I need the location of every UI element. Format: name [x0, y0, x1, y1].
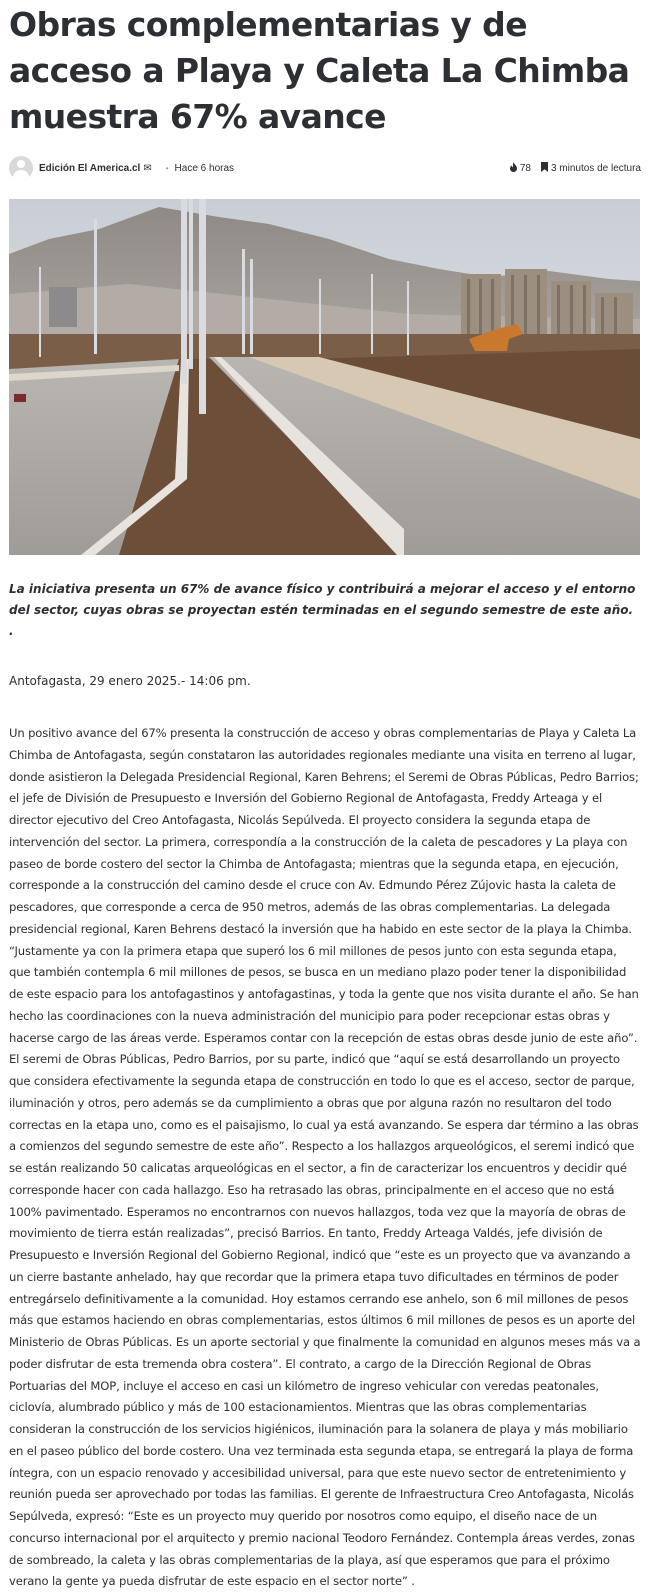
envelope-icon[interactable]: ✉	[143, 162, 152, 174]
fire-icon	[509, 162, 518, 175]
author-avatar[interactable]	[9, 156, 33, 180]
article-meta	[9, 154, 641, 182]
post-time: Hace 6 horas	[174, 162, 235, 174]
hero-trash	[14, 394, 26, 402]
avatar-head	[17, 160, 25, 168]
article-dateline: Antofagasta, 29 enero 2025.- 14:06 pm.	[9, 674, 251, 688]
avatar-body	[13, 170, 29, 180]
view-count: 78	[519, 162, 531, 174]
article-lead: La iniciativa presenta un 67% de avance físico y contribuirá a mejorar el acceso y el entorno del sector, cuyas obras se proyectan estén terminadas en el segundo semestre de este año. .	[9, 582, 636, 638]
article-body: Un positivo avance del 67% presenta la construcción de acceso y obras complementarias de Playa y Caleta La Chimba de Antofagasta, según constataron las autoridades regionales mediante una visita en terreno al lugar, donde asistieron la Delegada Presidencial Regional, Karen Behrens; el Seremi de Obras Públicas, Pedro Barrios; el jefe de División de Presupuesto e Inversión del Gobierno Regional de Antofagasta, Freddy Arteaga y el director ejecutivo del Creo Antofagasta, Nicolás Sepúlveda. El proyecto considera la segunda etapa de intervención del sector. La primera, correspondía a la construcción de la caleta de pescadores y La playa con paseo de borde costero del sector la Chimba de Antofagasta; mientras que la segunda etapa, en ejecución, corresponde a la construcción del camino desde el cruce con Av. Edmundo Pérez Zújovic hasta la caleta de pescadores, que corresponde a cerca de 950 metros, además de las obras complementarias. La delegada presidencial regional, Karen Behrens destacó la inversión que ha habido en este sector de la playa la Chimba. “Justamente ya con la primera etapa que superó los 6 mil millones de pesos junto con esta segunda etapa, que también contempla 6 mil millones de pesos, se busca en un mediano plazo poder tener la disponibilidad de este espacio para los antofagastinos y antofagastinas, y toda la gente que nos visita durante el año. Se han hecho las coordinaciones con la nueva administración del municipio para poder recepcionar estas obras y hacerse cargo de las áreas verde. Esperamos contar con la recepción de estas obras desde junio de este año”. El seremi de Obras Públicas, Pedro Barrios, por su parte, indicó que “aquí se está desarrollando un proyecto que considera efectivamente la segunda etapa de construcción en todo lo que es el acceso, sector de parque, iluminación y otros, pero además se da cumplimiento a obras que por alguna razón no resultaron del todo correctas en la etapa uno, como es el paisajismo, lo cual ya está avanzando. Se espera dar término a las obras a comienzos del segundo semestre de este año”. Respecto a los hallazgos arqueológicos, el seremi indicó que se están realizando 50 calicatas arqueológicas en el sector, a fin de caracterizar los encuentros y decidir qué corresponde hacer con cada hallazgo. Eso ha retrasado las obras, principalmente en el acceso que no está 100% pavimentado. Esperamos no encontrarnos con nuevos hallazgos, toda vez que la mayoría de obras de movimiento de tierra están realizadas”, precisó Barrios. En tanto, Freddy Arteaga Valdés, jefe división de Presupuesto e Inversión Regional del Gobierno Regional, indicó que “este es un proyecto que va avanzando a un cierre bastante anhelado, hay que recordar que la primera etapa tuvo dificultades en términos de poder entregárselo definitivamente a la comunidad. Hoy estamos cerrando ese anhelo, son 6 mil millones de pesos más que estamos haciendo en obras complementarias, estos últimos 6 mil millones de pesos es un aporte del Ministerio de Obras Públicas. Es un aporte sectorial y que finalmente la comunidad en algunos meses más va a poder disfrutar de esta tremenda obra costera”. El contrato, a cargo de la Dirección Regional de Obras Portuarias del MOP, incluye el acceso en casi un kilómetro de ingreso vehicular con veredas peatonales, ciclovía, alumbrado público y más de 100 estacionamientos. Mientras que las obras complementarias consideran la construcción de los servicios higiénicos, iluminación para la solanera de playa y más mobiliario en el paseo público del borde costero. Una vez terminada esta segunda etapa, se entregará la playa de forma íntegra, con un espacio renovado y accesibilidad universal, para que este nuevo sector de entretenimiento y reunión pueda ser aprovechado por todas las familias. El gerente de Infraestructura Creo Antofagasta, Nicolás Sepúlveda, expresó: “Este es un proyecto muy querido por nosotros como equipo, el diseño nace de un concurso internacional por el arquitecto y premio nacional Teodoro Fernández. Contempla áreas verdes, zonas de sombreado, la caleta y las obras complementarias de la playa, así que esperamos que para el próximo verano la gente ya pueda disfrutar de este espacio en el sector norte” .	[9, 726, 641, 1589]
author-link[interactable]: Edición El America.cl	[39, 162, 141, 174]
read-time: 3 minutos de lectura	[550, 162, 641, 174]
bookmark-icon	[541, 162, 548, 175]
meta-separator-dot: •	[165, 163, 169, 173]
hero-image	[9, 199, 640, 555]
article-title: Obras complementarias y de acceso a Playa y Caleta La Chimba muestra 67% avance	[9, 5, 630, 136]
